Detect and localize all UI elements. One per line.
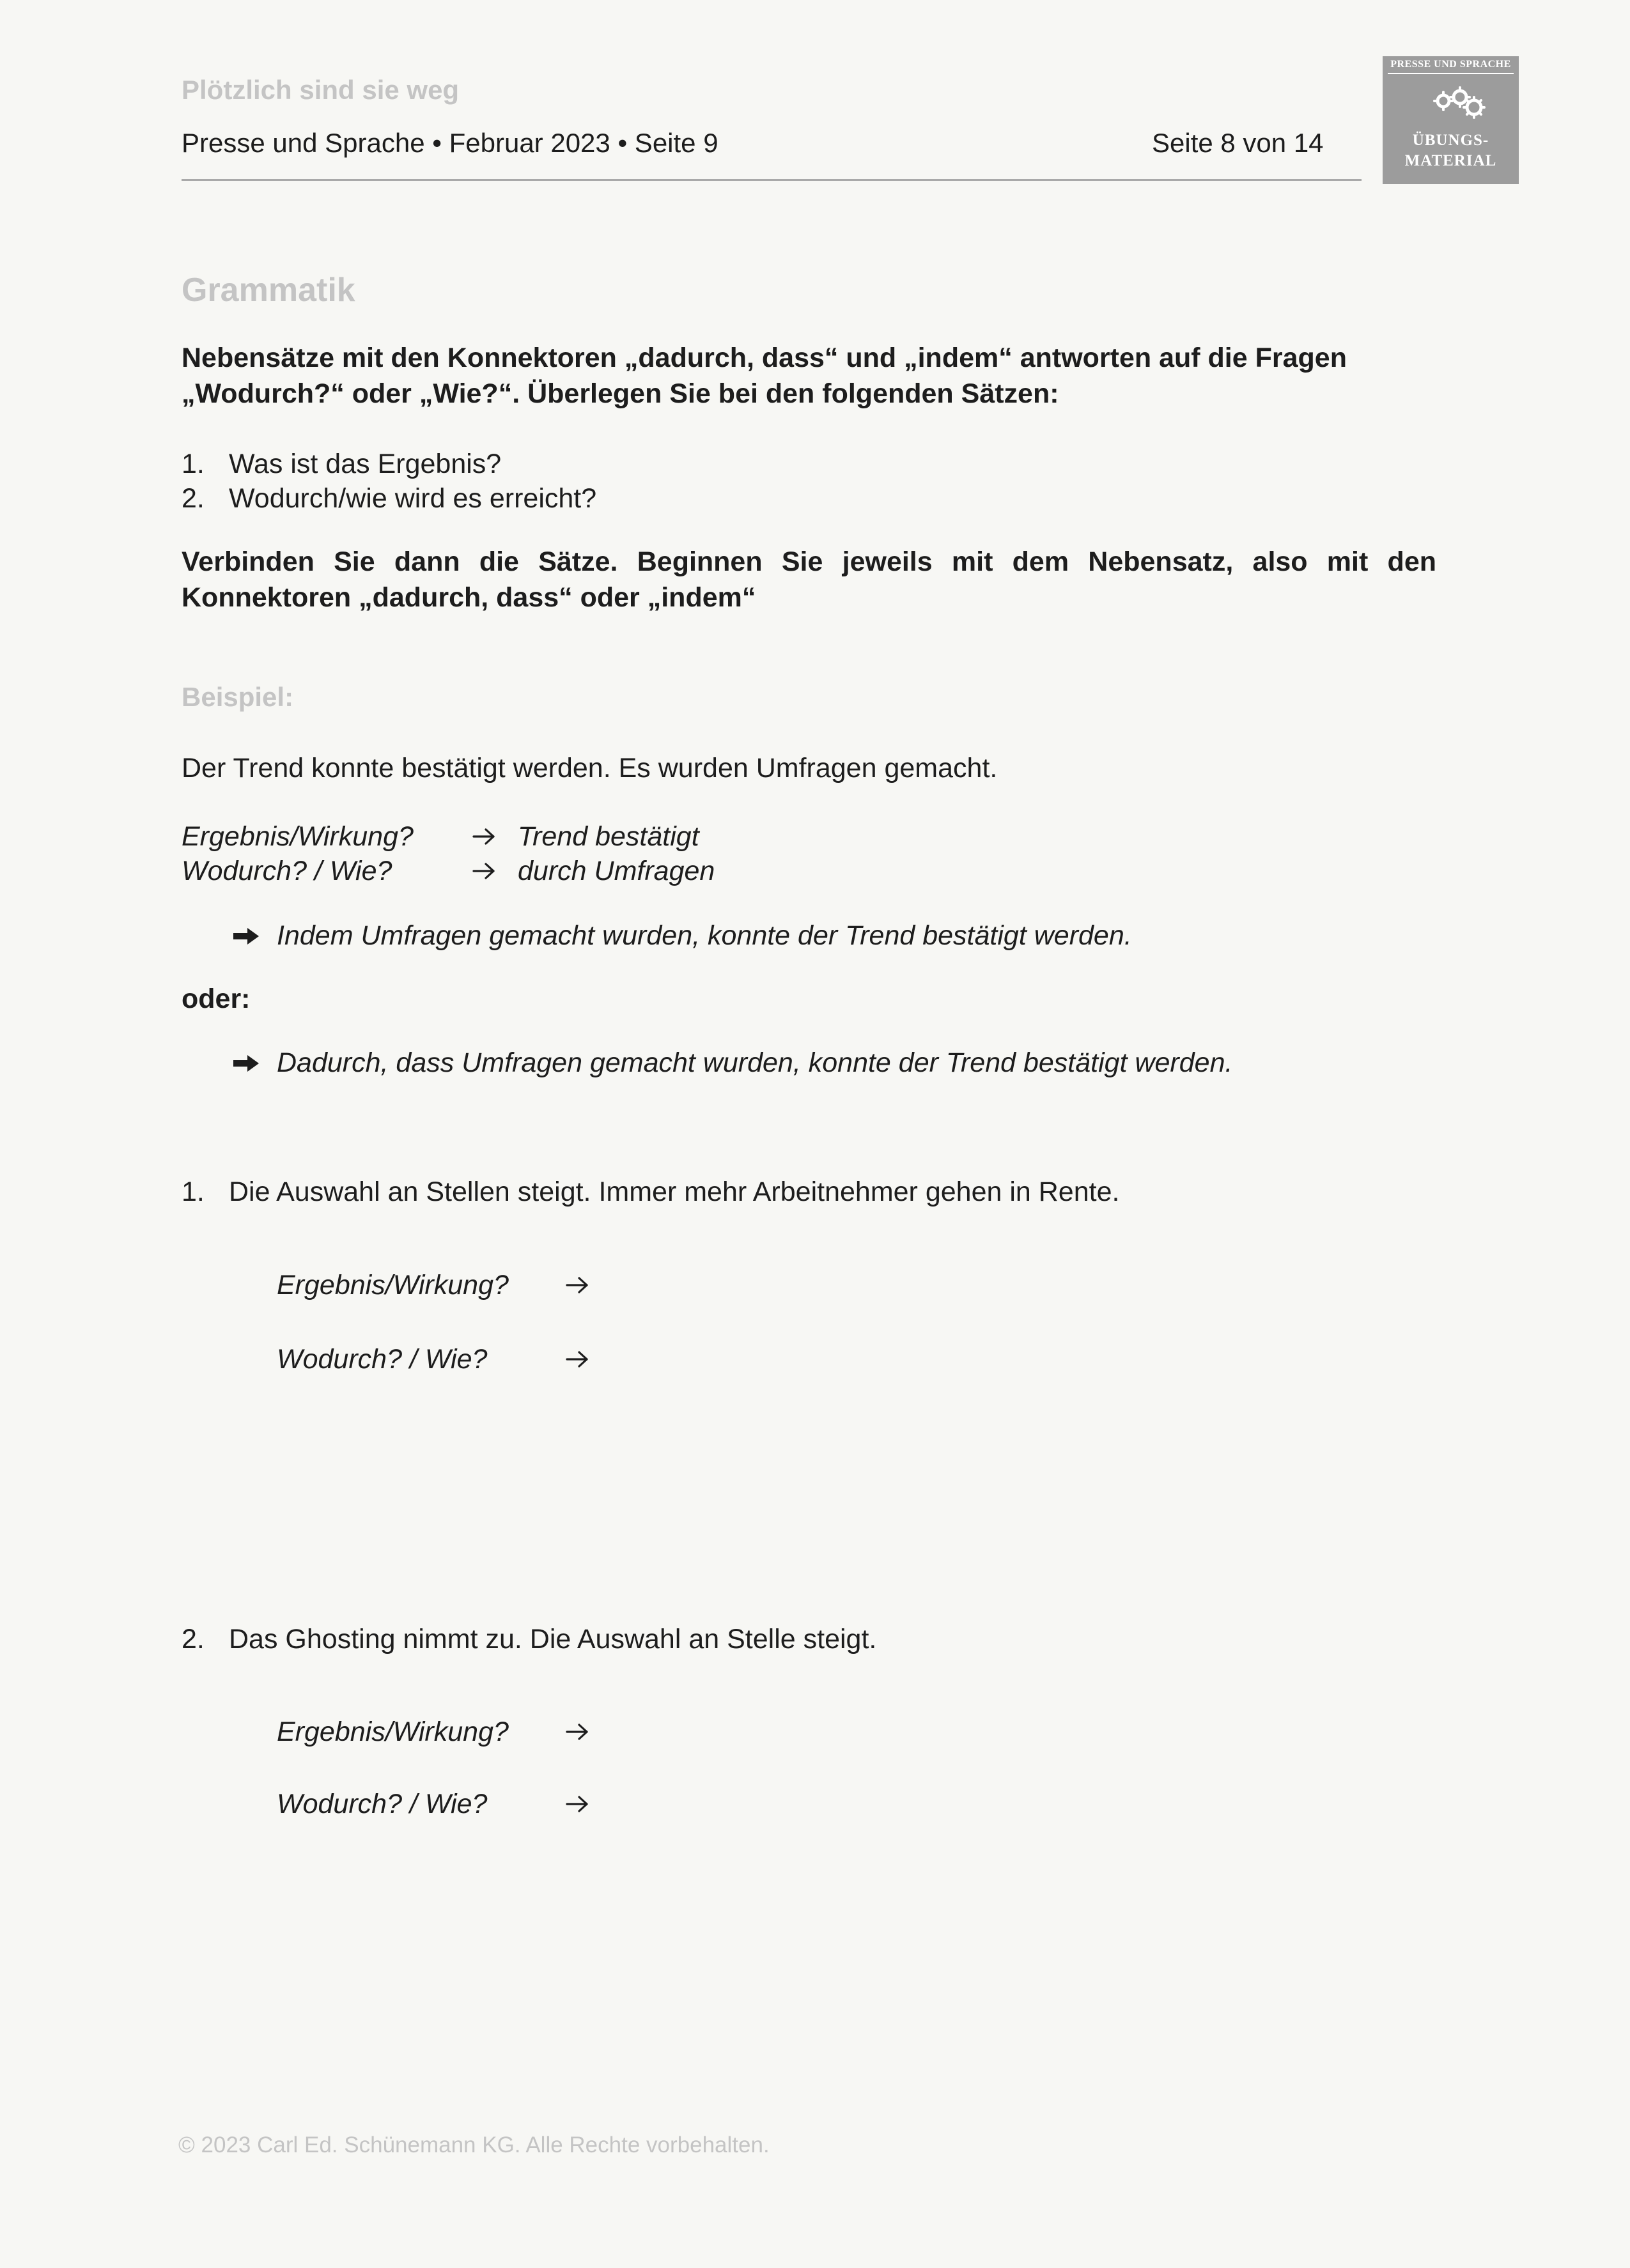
badge-title-line1: ÜBUNGS- <box>1412 132 1489 149</box>
example-sentence: Der Trend konnte bestätigt werden. Es wurden Umfragen gemacht. <box>182 753 998 783</box>
example-means-label: Wodurch? / Wie? <box>182 856 392 886</box>
bold-arrow-right-icon <box>233 927 259 946</box>
example-answer-dadurch: Dadurch, dass Umfragen gemacht wurden, konnte der Trend bestätigt werden. <box>277 1047 1233 1078</box>
copyright-footer: © 2023 Carl Ed. Schünemann KG. Alle Rechte vorbehalten. <box>178 2133 770 2157</box>
task-number: 2. <box>182 1624 205 1655</box>
badge-divider <box>1388 73 1514 74</box>
section-title: Grammatik <box>182 272 355 309</box>
bold-arrow-right-icon <box>233 1054 259 1073</box>
arrow-right-icon <box>472 828 496 845</box>
header-divider <box>182 179 1362 181</box>
example-heading: Beispiel: <box>182 682 294 712</box>
task-sentence: Die Auswahl an Stellen steigt. Immer mehr Arbeitnehmer gehen in Rente. <box>229 1176 1120 1207</box>
step-number: 2. <box>182 483 205 514</box>
gears-icon <box>1429 82 1487 127</box>
example-result-label: Ergebnis/Wirkung? <box>182 821 414 852</box>
task-means-label: Wodurch? / Wie? <box>277 1344 488 1375</box>
arrow-right-icon <box>472 862 496 880</box>
task-number: 1. <box>182 1176 205 1207</box>
arrow-right-icon <box>565 1723 589 1741</box>
example-or-label: oder: <box>182 984 251 1014</box>
arrow-right-icon <box>565 1276 589 1294</box>
arrow-right-icon <box>565 1795 589 1813</box>
task-result-label: Ergebnis/Wirkung? <box>277 1716 509 1747</box>
badge-title-line2: MATERIAL <box>1404 152 1497 169</box>
example-result-value: Trend bestätigt <box>518 821 699 852</box>
step-text: Wodurch/wie wird es erreicht? <box>229 483 597 514</box>
task-result-label: Ergebnis/Wirkung? <box>277 1270 509 1300</box>
exercise-badge <box>1383 56 1519 184</box>
instruction-connectors: Nebensätze mit den Konnektoren „dadurch, dass“ und „indem“ antworten auf die Fragen „Wodurch?“ oder „Wie?“. Überlegen Sie bei den folgenden Sätzen: <box>182 343 1347 409</box>
instruction-combine-line2: Konnektoren „dadurch, dass“ oder „indem“ <box>182 582 756 613</box>
instruction-combine <box>182 544 1436 615</box>
step-number: 1. <box>182 449 205 479</box>
page-count: Seite 8 von 14 <box>1152 128 1324 158</box>
example-means-value: durch Umfragen <box>518 856 715 886</box>
article-kicker: Plötzlich sind sie weg <box>182 75 460 105</box>
arrow-right-icon <box>565 1350 589 1368</box>
badge-brand: PRESSE UND SPRACHE <box>1390 59 1511 70</box>
task-means-label: Wodurch? / Wie? <box>277 1789 488 1819</box>
task-sentence: Das Ghosting nimmt zu. Die Auswahl an Stelle steigt. <box>229 1624 877 1655</box>
example-answer-indem: Indem Umfragen gemacht wurden, konnte der Trend bestätigt werden. <box>277 920 1132 951</box>
instruction-combine-line1: Verbinden Sie dann die Sätze. Beginnen Sie jeweils mit dem Nebensatz, also mit den <box>182 546 1436 577</box>
issue-line: Presse und Sprache • Februar 2023 • Seite 9 <box>182 128 718 158</box>
step-text: Was ist das Ergebnis? <box>229 449 502 479</box>
